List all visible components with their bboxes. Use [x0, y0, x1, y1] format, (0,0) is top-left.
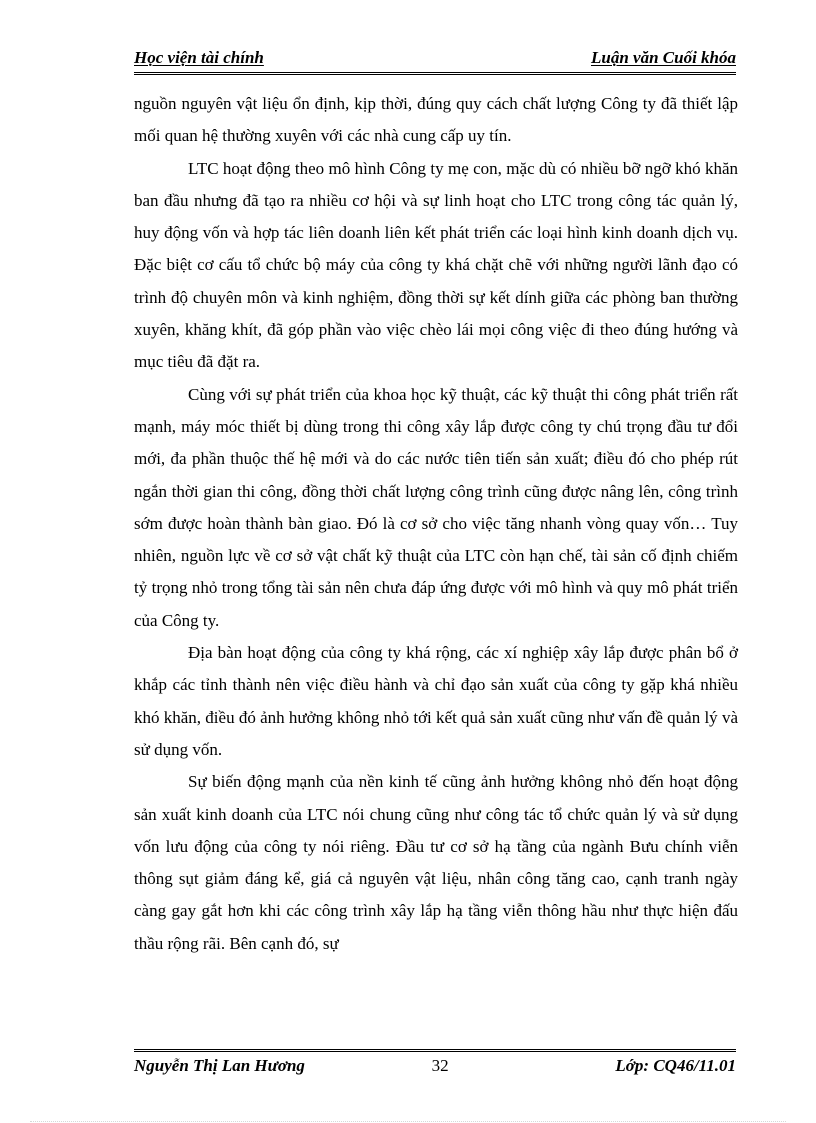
paragraph-3: Cùng với sự phát triển của khoa học kỹ thuật, các kỹ thuật thi công phát triển rất mạnh, máy móc thiết bị dùng trong thi công xây lắp được công ty chú trọng đầu tư đổi mới, đa phần thuộc thế hệ mới và do các nước tiên tiến sản xuất; điều đó cho phép rút ngắn thời gian thi công, đồng thời chất lượng công trình cũng được nâng lên, công trình sớm được hoàn thành bàn giao. Đó là cơ sở cho việc tăng nhanh vòng quay vốn… Tuy nhiên, nguồn lực về cơ sở vật chất kỹ thuật của LTC còn hạn chế, tài sản cố định chiếm tỷ trọng nhỏ trong tổng tài sản nên chưa đáp ứng được với mô hình và quy mô phát triển của Công ty. — [134, 384, 738, 630]
page-footer — [134, 1049, 736, 1076]
page-header — [134, 48, 736, 75]
paragraph-2: LTC hoạt động theo mô hình Công ty mẹ con, mặc dù có nhiều bỡ ngỡ khó khăn ban đầu nhưng đã tạo ra nhiều cơ hội và sự linh hoạt cho LTC trong công tác quản lý, huy động vốn và hợp tác liên doanh liên kết phát triển các loại hình kinh doanh dịch vụ. Đặc biệt cơ cấu tổ chức bộ máy của công ty khá chặt chẽ với những người lãnh đạo có trình độ chuyên môn và kinh nghiệm, đồng thời sự kết dính giữa các phòng ban thường xuyên, khăng khít, đã góp phần vào việc chèo lái mọi công việc đi theo đúng hướng và mục tiêu đã đặt ra. — [134, 158, 738, 372]
header-institution: Học viện tài chính — [134, 48, 264, 67]
footer-class: Lớp: CQ46/11.01 — [615, 1056, 736, 1075]
page-edge-divider — [30, 1121, 786, 1122]
body-text — [134, 88, 738, 960]
paragraph-5: Sự biến động mạnh của nền kinh tế cũng ảnh hưởng không nhỏ đến hoạt động sản xuất kinh doanh của LTC nói chung cũng như công tác tổ chức quản lý và sử dụng vốn lưu động của công ty nói riêng. Đầu tư cơ sở hạ tầng của ngành Bưu chính viễn thông sụt giảm đáng kể, giá cả nguyên vật liệu, nhân công tăng cao, cạnh tranh ngày càng gay gắt hơn khi các công trình xây lắp hạ tầng viễn thông hầu như thực hiện đấu thầu rộng rãi. Bên cạnh đó, sự — [134, 772, 738, 953]
paragraph-4: Địa bàn hoạt động của công ty khá rộng, các xí nghiệp xây lắp được phân bổ ở khắp các tỉnh thành nên việc điều hành và chỉ đạo sản xuất của công ty gặp khá nhiều khó khăn, điều đó ảnh hưởng không nhỏ tới kết quả sản xuất cũng như vấn đề quản lý và sử dụng vốn. — [134, 643, 738, 759]
header-document-type: Luận văn Cuối khóa — [590, 48, 736, 67]
footer-author: Nguyễn Thị Lan Hương — [134, 1056, 305, 1075]
paragraph-1: nguồn nguyên vật liệu ổn định, kịp thời, đúng quy cách chất lượng Công ty đã thiết lập mối quan hệ thường xuyên với các nhà cung cấp uy tín. — [134, 94, 738, 146]
page-number: 32 — [431, 1056, 449, 1075]
